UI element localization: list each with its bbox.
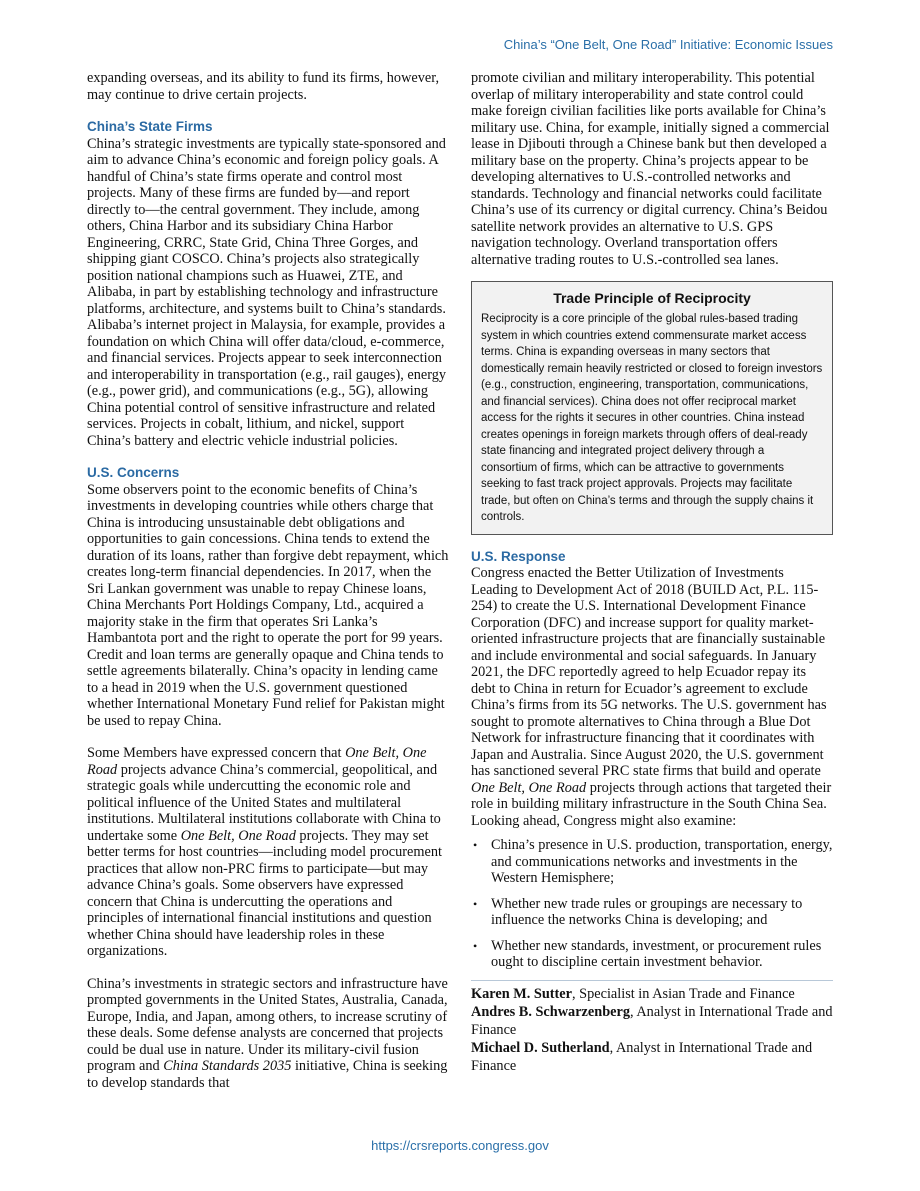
concerns-paragraph-3: China’s investments in strategic sectors and infrastructure have prompted governments in the United States, Australia, Canada, Europe, India, and Japan, among others, to increase scrutiny of these deals. Some defense analysts are concerned that projects could be dual use in nature. Under its military-civil fusion program and China Standards 2035 initiative, China is seeking to develop standards that <box>87 975 448 1091</box>
examine-list <box>471 837 833 971</box>
obor-italic: One Belt, One Road <box>471 779 587 796</box>
concerns-paragraph-2: Some Members have expressed concern that One Belt, One Road projects advance China’s commercial, geopolitical, and strategic goals while undercutting the economic role and political influence of the United States and multilateral institutions. Multilateral institutions collaborate with China to undertake some One Belt, One Road projects. They may set better terms for host countries—including model procurement practices that allow non-PRC firms to participate—but may advance China’s goals. Some observers have expressed concern that China is undercutting the operations and principles of international financial institutions and question whether China should have leadership roles in these organizations. <box>87 745 442 959</box>
sidebar-title: Trade Principle of Reciprocity <box>553 290 751 306</box>
us-concerns-heading: U.S. Concerns <box>87 465 180 480</box>
continuation-paragraph: promote civilian and military interoperability. This potential overlap of military interoperability and state control could make foreign civilian facilities like ports available for China’s military use. China, for example, initially signed a commercial lease in Djibouti through a Chinese bank but then developed a military base on the property. China’s projects appear to be developing alternatives to U.S.-controlled networks and standards. Technology and financial networks could facilitate China’s use of its currency or digital currency. China’s Beidou satellite network provides an alternative to U.S. GPS navigation technology. Overland transportation offers alternative trading routes to U.S.-controlled sea lanes. <box>471 70 830 268</box>
reciprocity-sidebar <box>471 281 833 535</box>
right-column <box>471 70 833 1075</box>
running-head: China’s “One Belt, One Road” Initiative: Economic Issues <box>503 37 833 52</box>
left-column <box>87 70 449 1091</box>
author-line: Karen M. Sutter, Specialist in Asian Trade and Finance <box>471 985 795 1002</box>
bullet-icon: • <box>473 896 478 911</box>
author-name: Michael D. Sutherland <box>471 1039 610 1056</box>
intro-paragraph: expanding overseas, and its ability to fund its firms, however, may continue to drive certain projects. <box>87 70 440 103</box>
divider <box>471 980 833 981</box>
bullet-icon: • <box>473 838 478 852</box>
state-firms-paragraph: China’s strategic investments are typically state-sponsored and aim to advance China’s economic and foreign policy goals. A handful of China’s state firms operate and control most projects. Many of these firms are funded by—and report directly to—the central government. They include, among others, China Harbor and its subsidiary China Harbor Engineering, CRRC, State Grid, China Three Gorges, and shipping giant COSCO. China’s projects also strategically position national champions such as Huawei, ZTE, and Alibaba, in part by establishing technology and infrastructure platforms, architecture, and systems built to China’s standards. Alibaba’s internet project in Malaysia, for example, provides a foundation on which China will offer data/cloud, e-commerce, and financial services. Projects appear to seek interconnection and interoperability in transportation (e.g., rail gauges), energy (e.g., power grid), and communications (e.g., 5G), allowing China potential control of sensitive infrastructure and related services. Projects in cobalt, lithium, and nickel, support China’s battery and electric vehicle industrial policies. <box>87 135 447 449</box>
concerns-paragraph-1: Some observers point to the economic benefits of China’s investments in developing countries while others charge that China is introducing unsustainable debt obligations and opportunities to gain concessions. China tends to extend the duration of its loans, rather than forgive debt repayment, which creates long-term financial dependencies. In 2017, when the Sri Lankan government was unable to repay Chinese loans, China Merchants Port Holdings Company, Ltd., acquired a majority stake in the firm that operates Sri Lanka’s Hambantota port and the right to operate the port for 99 years. Credit and loan terms are generally opaque and China tends to settle agreements bilaterally. China’s opacity in lending came to a head in 2019 when the U.S. government questioned whether International Monetary Fund relief for Pakistan might be used to repay China. <box>87 481 449 729</box>
response-paragraph: Congress enacted the Better Utilization of Investments Leading to Development Act of 2018 (BUILD Act, P.L. 115-254) to create the U.S. International Development Finance Corporation (DFC) and increase support for quality market-oriented infrastructure projects that are financially sustainable and include environmental and social safeguards. In January 2021, the DFC reportedly agreed to help Ecuador repay its debt to China in return for Ecuador’s agreement to exclude China’s firms from its 5G networks. The U.S. government has sought to promote alternatives to China through a Blue Dot Network for infrastructure financing that it coordinates with Japan and Australia. Since August 2020, the U.S. government has sanctioned several PRC state firms that build and operate One Belt, One Road projects through actions that targeted their role in building military infrastructure in the South China Sea. Looking ahead, Congress might also examine: <box>471 565 832 829</box>
author-name: Andres B. Schwarzenberg <box>471 1003 630 1020</box>
list-item: • China’s presence in U.S. production, transportation, energy, and communications networks and investments in the Western Hemisphere; <box>473 837 833 886</box>
state-firms-heading: China’s State Firms <box>87 119 213 134</box>
author-name: Karen M. Sutter <box>471 985 572 1002</box>
us-response-heading: U.S. Response <box>471 548 566 564</box>
list-item: • Whether new standards, investment, or procurement rules ought to discipline certain investment behavior. <box>473 937 822 970</box>
author-line: Michael D. Sutherland, Analyst in International Trade and Finance <box>471 1039 813 1074</box>
list-item: • Whether new trade rules or groupings are necessary to influence the networks China is developing; and <box>473 895 803 928</box>
footer-link[interactable]: https://crsreports.congress.gov <box>371 1138 549 1153</box>
obor-italic: One Belt, One Road <box>87 745 427 778</box>
sidebar-text: Reciprocity is a core principle of the global rules-based trading system in which countries extend commensurate market access terms. China is expanding overseas in many sectors that domestically remain heavily restricted or closed to foreign investors (e.g., construction, engineering, transportation, communications, and financial services). China does not offer reciprocal market access for the rights it secures in other countries. China instead creates openings in foreign markets through offers of deal-ready state financing and integrated project delivery through a consortium of firms, which can be attractive to governments seeking to fast track project approvals. Projects may facilitate trade, but often on China’s terms and through the supply chains it controls. <box>481 313 823 523</box>
bullet-icon: • <box>473 938 478 953</box>
obor-italic: One Belt, One Road <box>180 827 296 844</box>
author-line: Andres B. Schwarzenberg, Analyst in International Trade and Finance <box>471 1003 833 1038</box>
china-standards-italic: China Standards 2035 <box>163 1058 292 1074</box>
